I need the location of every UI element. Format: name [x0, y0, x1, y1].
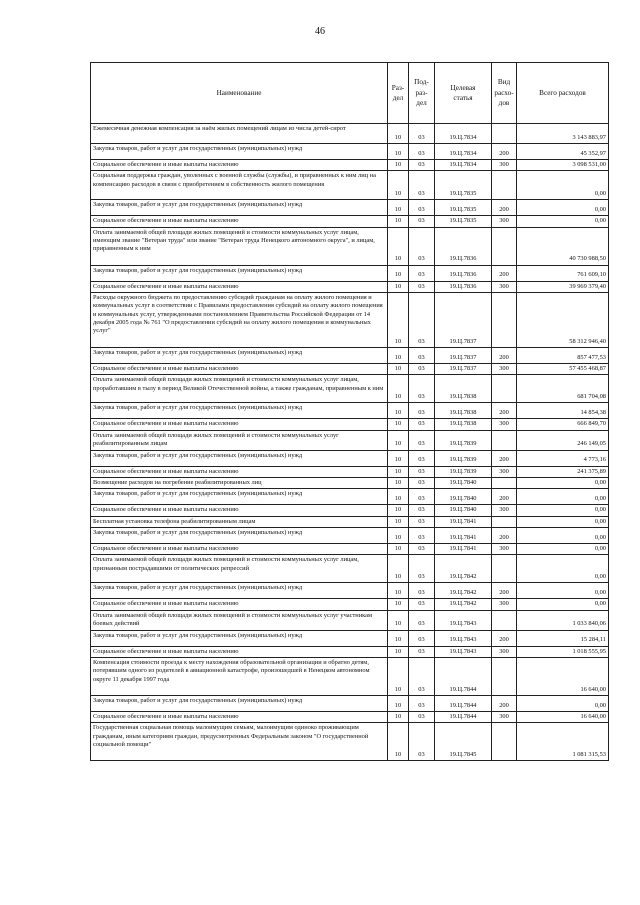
- row-razdel-cell: 10: [388, 292, 409, 347]
- row-target-item-cell: 19.Ц.7840: [435, 505, 492, 516]
- row-razdel-cell: 10: [388, 375, 409, 403]
- table-row: [91, 200, 609, 216]
- row-name-cell: Закупка товаров, работ и услуг для государственных (муниципальных) нужд: [91, 489, 388, 505]
- row-total-cell: 1 018 555,95: [517, 646, 609, 657]
- table-row: [91, 527, 609, 543]
- row-podrazdel-cell: 03: [409, 505, 435, 516]
- table-row: [91, 281, 609, 292]
- row-podrazdel-cell: 03: [409, 466, 435, 477]
- row-razdel-cell: 10: [388, 171, 409, 200]
- row-razdel-cell: 10: [388, 200, 409, 216]
- row-total-cell: 0,00: [517, 216, 609, 227]
- row-name-cell: Ежемесячная денежная компенсация за наём жилых помещений лицам из числа детей-сирот: [91, 124, 388, 144]
- row-target-item-cell: 19.Ц.7840: [435, 489, 492, 505]
- row-razdel-cell: 10: [388, 489, 409, 505]
- row-podrazdel-cell: 03: [409, 430, 435, 450]
- row-razdel-cell: 10: [388, 555, 409, 583]
- row-target-item-cell: 19.Ц.7842: [435, 555, 492, 583]
- row-expense-type-cell: 200: [492, 450, 517, 466]
- row-target-item-cell: 19.Ц.7835: [435, 200, 492, 216]
- row-expense-type-cell: 300: [492, 505, 517, 516]
- column-header-target-item: Целевая статья: [435, 63, 492, 124]
- row-expense-type-cell: 300: [492, 419, 517, 430]
- row-expense-type-cell: 200: [492, 403, 517, 419]
- row-name-cell: Оплата занимаемой общей площади жилых помещений и стоимости коммунальных услуг лицам, имеющим звание "Ветеран труда" или звание "Ветеран труда Ненецкого автономного округа", и лицам, приравненным к ним: [91, 227, 388, 265]
- row-podrazdel-cell: 03: [409, 124, 435, 144]
- table-row: [91, 711, 609, 722]
- row-expense-type-cell: 300: [492, 160, 517, 171]
- row-target-item-cell: 19.Ц.7842: [435, 599, 492, 610]
- row-target-item-cell: 19.Ц.7836: [435, 265, 492, 281]
- row-target-item-cell: 19.Ц.7835: [435, 171, 492, 200]
- table-row: [91, 144, 609, 160]
- row-razdel-cell: 10: [388, 347, 409, 363]
- row-expense-type-cell: 200: [492, 144, 517, 160]
- row-total-cell: 3 098 531,00: [517, 160, 609, 171]
- row-target-item-cell: 19.Ц.7837: [435, 292, 492, 347]
- row-total-cell: 761 609,10: [517, 265, 609, 281]
- table-row: [91, 363, 609, 374]
- row-target-item-cell: 19.Ц.7837: [435, 347, 492, 363]
- row-podrazdel-cell: 03: [409, 723, 435, 761]
- row-name-cell: Закупка товаров, работ и услуг для государственных (муниципальных) нужд: [91, 695, 388, 711]
- row-expense-type-cell: [492, 430, 517, 450]
- row-target-item-cell: 19.Ц.7835: [435, 216, 492, 227]
- row-podrazdel-cell: 03: [409, 227, 435, 265]
- row-podrazdel-cell: 03: [409, 171, 435, 200]
- row-target-item-cell: 19.Ц.7843: [435, 646, 492, 657]
- row-target-item-cell: 19.Ц.7840: [435, 477, 492, 488]
- row-razdel-cell: 10: [388, 543, 409, 554]
- row-total-cell: 0,00: [517, 543, 609, 554]
- row-razdel-cell: 10: [388, 646, 409, 657]
- row-total-cell: 0,00: [517, 200, 609, 216]
- row-razdel-cell: 10: [388, 450, 409, 466]
- row-razdel-cell: 10: [388, 630, 409, 646]
- row-razdel-cell: 10: [388, 695, 409, 711]
- row-expense-type-cell: [492, 516, 517, 527]
- row-target-item-cell: 19.Ц.7838: [435, 419, 492, 430]
- row-name-cell: Государственная социальная помощь малоимущим семьям, малоимущим одиноко проживающим гражданам, иным категориям граждан, предусмотренных Федеральным законом "О государственной социальной помощи": [91, 723, 388, 761]
- row-name-cell: Закупка товаров, работ и услуг для государственных (муниципальных) нужд: [91, 144, 388, 160]
- row-expense-type-cell: 200: [492, 489, 517, 505]
- row-podrazdel-cell: 03: [409, 555, 435, 583]
- row-total-cell: 4 773,16: [517, 450, 609, 466]
- row-expense-type-cell: 200: [492, 527, 517, 543]
- row-name-cell: Социальное обеспечение и иные выплаты населению: [91, 711, 388, 722]
- row-name-cell: Закупка товаров, работ и услуг для государственных (муниципальных) нужд: [91, 265, 388, 281]
- row-razdel-cell: 10: [388, 477, 409, 488]
- page-number: 46: [315, 26, 325, 37]
- table-row: [91, 599, 609, 610]
- row-target-item-cell: 19.Ц.7843: [435, 610, 492, 630]
- row-target-item-cell: 19.Ц.7842: [435, 583, 492, 599]
- row-expense-type-cell: 300: [492, 646, 517, 657]
- row-name-cell: Закупка товаров, работ и услуг для государственных (муниципальных) нужд: [91, 583, 388, 599]
- row-total-cell: 16 640,00: [517, 657, 609, 695]
- row-name-cell: Закупка товаров, работ и услуг для государственных (муниципальных) нужд: [91, 403, 388, 419]
- row-name-cell: Оплата занимаемой общей площади жилых помещений и стоимости коммунальных услуг лицам, проработавшим в тылу в период Великой Отечественной войны, а также гражданам, приравненным к ним: [91, 375, 388, 403]
- row-name-cell: Оплата занимаемой общей площади жилых помещений и стоимости коммунальных услуг лицам, признанным пострадавшими от политических репрессий: [91, 555, 388, 583]
- row-name-cell: Социальное обеспечение и иные выплаты населению: [91, 281, 388, 292]
- row-total-cell: 241 375,89: [517, 466, 609, 477]
- row-podrazdel-cell: 03: [409, 527, 435, 543]
- table-row: [91, 630, 609, 646]
- row-total-cell: 0,00: [517, 599, 609, 610]
- row-target-item-cell: 19.Ц.7834: [435, 124, 492, 144]
- table-row: [91, 466, 609, 477]
- column-header-podrazdel: Под- раз- дел: [409, 63, 435, 124]
- row-expense-type-cell: 300: [492, 216, 517, 227]
- row-razdel-cell: 10: [388, 723, 409, 761]
- row-expense-type-cell: [492, 657, 517, 695]
- row-podrazdel-cell: 03: [409, 160, 435, 171]
- row-podrazdel-cell: 03: [409, 419, 435, 430]
- row-total-cell: 1 081 315,53: [517, 723, 609, 761]
- table-row: [91, 646, 609, 657]
- column-header-total: Всего расходов: [517, 63, 609, 124]
- row-total-cell: 681 704,08: [517, 375, 609, 403]
- row-expense-type-cell: 200: [492, 265, 517, 281]
- row-expense-type-cell: 300: [492, 466, 517, 477]
- row-target-item-cell: 19.Ц.7837: [435, 363, 492, 374]
- table-row: [91, 657, 609, 695]
- row-target-item-cell: 19.Ц.7834: [435, 144, 492, 160]
- row-podrazdel-cell: 03: [409, 599, 435, 610]
- row-razdel-cell: 10: [388, 403, 409, 419]
- row-razdel-cell: 10: [388, 657, 409, 695]
- row-target-item-cell: 19.Ц.7838: [435, 375, 492, 403]
- row-podrazdel-cell: 03: [409, 265, 435, 281]
- row-target-item-cell: 19.Ц.7843: [435, 630, 492, 646]
- row-total-cell: 1 033 840,06: [517, 610, 609, 630]
- row-expense-type-cell: 200: [492, 347, 517, 363]
- table-row: [91, 419, 609, 430]
- row-razdel-cell: 10: [388, 505, 409, 516]
- row-target-item-cell: 19.Ц.7839: [435, 450, 492, 466]
- column-header-name: Наименование: [91, 63, 388, 124]
- table-row: [91, 124, 609, 144]
- row-total-cell: 16 640,00: [517, 711, 609, 722]
- row-expense-type-cell: 300: [492, 543, 517, 554]
- table-body: [91, 124, 609, 761]
- row-expense-type-cell: [492, 171, 517, 200]
- row-name-cell: Социальная поддержка граждан, уволенных с военной службы (службы), и приравненных к ним лиц на компенсацию расходов в связи с приобретением в собственность жилого помещения: [91, 171, 388, 200]
- row-name-cell: Компенсация стоимости проезда к месту нахождения образовательной организации и обратно детям, потерявшим одного из родителей в авиационной катастрофе, произошедшей в Ненецком автономном округе 11 декабря 1997 года: [91, 657, 388, 695]
- row-target-item-cell: 19.Ц.7836: [435, 281, 492, 292]
- row-total-cell: 0,00: [517, 583, 609, 599]
- row-name-cell: Социальное обеспечение и иные выплаты населению: [91, 419, 388, 430]
- row-podrazdel-cell: 03: [409, 489, 435, 505]
- row-total-cell: 15 284,11: [517, 630, 609, 646]
- row-razdel-cell: 10: [388, 160, 409, 171]
- table-row: [91, 216, 609, 227]
- row-name-cell: Бесплатная установка телефона реабилитированным лицам: [91, 516, 388, 527]
- row-expense-type-cell: [492, 227, 517, 265]
- row-podrazdel-cell: 03: [409, 200, 435, 216]
- row-name-cell: Закупка товаров, работ и услуг для государственных (муниципальных) нужд: [91, 200, 388, 216]
- row-name-cell: Закупка товаров, работ и услуг для государственных (муниципальных) нужд: [91, 630, 388, 646]
- row-podrazdel-cell: 03: [409, 375, 435, 403]
- row-total-cell: 0,00: [517, 489, 609, 505]
- table-row: [91, 477, 609, 488]
- row-razdel-cell: 10: [388, 144, 409, 160]
- row-name-cell: Социальное обеспечение и иные выплаты населению: [91, 646, 388, 657]
- row-name-cell: Социальное обеспечение и иные выплаты населению: [91, 505, 388, 516]
- table-row: [91, 695, 609, 711]
- row-total-cell: 57 455 468,87: [517, 363, 609, 374]
- row-expense-type-cell: [492, 555, 517, 583]
- table-row: [91, 430, 609, 450]
- row-name-cell: Социальное обеспечение и иные выплаты населению: [91, 466, 388, 477]
- row-target-item-cell: 19.Ц.7844: [435, 695, 492, 711]
- row-expense-type-cell: [492, 723, 517, 761]
- row-razdel-cell: 10: [388, 419, 409, 430]
- row-total-cell: 0,00: [517, 527, 609, 543]
- row-podrazdel-cell: 03: [409, 516, 435, 527]
- row-total-cell: 39 969 379,40: [517, 281, 609, 292]
- expenditure-table: [90, 62, 609, 761]
- row-expense-type-cell: [492, 610, 517, 630]
- row-razdel-cell: 10: [388, 466, 409, 477]
- row-total-cell: 0,00: [517, 516, 609, 527]
- row-podrazdel-cell: 03: [409, 711, 435, 722]
- row-razdel-cell: 10: [388, 711, 409, 722]
- row-name-cell: Социальное обеспечение и иные выплаты населению: [91, 599, 388, 610]
- row-name-cell: Социальное обеспечение и иные выплаты населению: [91, 160, 388, 171]
- row-podrazdel-cell: 03: [409, 583, 435, 599]
- row-target-item-cell: 19.Ц.7841: [435, 527, 492, 543]
- row-razdel-cell: 10: [388, 363, 409, 374]
- row-podrazdel-cell: 03: [409, 403, 435, 419]
- column-header-expense-type: Вид расхо- дов: [492, 63, 517, 124]
- row-podrazdel-cell: 03: [409, 477, 435, 488]
- row-name-cell: Возмещение расходов на погребение реабилитированных лиц: [91, 477, 388, 488]
- row-podrazdel-cell: 03: [409, 610, 435, 630]
- table-row: [91, 505, 609, 516]
- row-target-item-cell: 19.Ц.7845: [435, 723, 492, 761]
- table-row: [91, 375, 609, 403]
- row-name-cell: Закупка товаров, работ и услуг для государственных (муниципальных) нужд: [91, 527, 388, 543]
- row-target-item-cell: 19.Ц.7844: [435, 711, 492, 722]
- row-name-cell: Социальное обеспечение и иные выплаты населению: [91, 216, 388, 227]
- row-name-cell: Социальное обеспечение и иные выплаты населению: [91, 363, 388, 374]
- row-total-cell: 0,00: [517, 695, 609, 711]
- table-row: [91, 489, 609, 505]
- row-target-item-cell: 19.Ц.7834: [435, 160, 492, 171]
- row-total-cell: 857 477,53: [517, 347, 609, 363]
- table-header-row: [91, 63, 609, 124]
- table-row: [91, 723, 609, 761]
- row-podrazdel-cell: 03: [409, 657, 435, 695]
- row-expense-type-cell: [492, 292, 517, 347]
- row-target-item-cell: 19.Ц.7841: [435, 543, 492, 554]
- table-row: [91, 450, 609, 466]
- row-name-cell: Расходы окружного бюджета по предоставлению субсидий гражданам на оплату жилого помещения и коммунальных услуг в соответствии с Правилами предоставления субсидий на оплату жилого помещения и коммунальных услуг, утвержденными постановлением Правительства Российской Федерации от 14 декабря 2005 года № 761 "О предоставлении субсидий на оплату жилого помещения и коммунальных услуг": [91, 292, 388, 347]
- row-podrazdel-cell: 03: [409, 646, 435, 657]
- row-expense-type-cell: 300: [492, 711, 517, 722]
- row-target-item-cell: 19.Ц.7839: [435, 430, 492, 450]
- row-razdel-cell: 10: [388, 124, 409, 144]
- row-podrazdel-cell: 03: [409, 630, 435, 646]
- row-podrazdel-cell: 03: [409, 292, 435, 347]
- table-row: [91, 610, 609, 630]
- row-podrazdel-cell: 03: [409, 363, 435, 374]
- row-total-cell: 666 849,70: [517, 419, 609, 430]
- row-total-cell: 0,00: [517, 555, 609, 583]
- row-target-item-cell: 19.Ц.7839: [435, 466, 492, 477]
- row-razdel-cell: 10: [388, 527, 409, 543]
- row-expense-type-cell: 300: [492, 599, 517, 610]
- row-razdel-cell: 10: [388, 610, 409, 630]
- row-total-cell: 246 149,05: [517, 430, 609, 450]
- row-total-cell: 0,00: [517, 171, 609, 200]
- row-expense-type-cell: 200: [492, 200, 517, 216]
- row-name-cell: Закупка товаров, работ и услуг для государственных (муниципальных) нужд: [91, 450, 388, 466]
- row-total-cell: 58 312 946,40: [517, 292, 609, 347]
- row-total-cell: 0,00: [517, 477, 609, 488]
- row-expense-type-cell: 300: [492, 363, 517, 374]
- row-name-cell: Оплата занимаемой общей площади жилых помещений и стоимости коммунальных услуг реабилитированным лицам: [91, 430, 388, 450]
- row-expense-type-cell: 200: [492, 630, 517, 646]
- row-razdel-cell: 10: [388, 516, 409, 527]
- table-row: [91, 227, 609, 265]
- row-expense-type-cell: 300: [492, 281, 517, 292]
- table-row: [91, 347, 609, 363]
- row-total-cell: 3 143 883,97: [517, 124, 609, 144]
- row-podrazdel-cell: 03: [409, 144, 435, 160]
- row-expense-type-cell: [492, 477, 517, 488]
- row-podrazdel-cell: 03: [409, 281, 435, 292]
- row-target-item-cell: 19.Ц.7841: [435, 516, 492, 527]
- table-row: [91, 543, 609, 554]
- row-expense-type-cell: 200: [492, 583, 517, 599]
- table-row: [91, 171, 609, 200]
- row-total-cell: 0,00: [517, 505, 609, 516]
- row-total-cell: 14 854,38: [517, 403, 609, 419]
- row-expense-type-cell: 200: [492, 695, 517, 711]
- row-razdel-cell: 10: [388, 216, 409, 227]
- table-row: [91, 583, 609, 599]
- table-row: [91, 160, 609, 171]
- row-expense-type-cell: [492, 124, 517, 144]
- table-row: [91, 292, 609, 347]
- row-podrazdel-cell: 03: [409, 450, 435, 466]
- row-target-item-cell: 19.Ц.7838: [435, 403, 492, 419]
- row-razdel-cell: 10: [388, 599, 409, 610]
- row-name-cell: Закупка товаров, работ и услуг для государственных (муниципальных) нужд: [91, 347, 388, 363]
- row-podrazdel-cell: 03: [409, 543, 435, 554]
- table-row: [91, 265, 609, 281]
- row-razdel-cell: 10: [388, 281, 409, 292]
- row-razdel-cell: 10: [388, 430, 409, 450]
- table-row: [91, 555, 609, 583]
- row-target-item-cell: 19.Ц.7844: [435, 657, 492, 695]
- row-total-cell: 40 730 988,50: [517, 227, 609, 265]
- row-podrazdel-cell: 03: [409, 695, 435, 711]
- row-podrazdel-cell: 03: [409, 216, 435, 227]
- table-row: [91, 403, 609, 419]
- row-total-cell: 45 352,97: [517, 144, 609, 160]
- row-razdel-cell: 10: [388, 583, 409, 599]
- row-name-cell: Социальное обеспечение и иные выплаты населению: [91, 543, 388, 554]
- row-expense-type-cell: [492, 375, 517, 403]
- row-name-cell: Оплата занимаемой общей площади жилых помещений и стоимости коммунальных услуг участникам боевых действий: [91, 610, 388, 630]
- table-row: [91, 516, 609, 527]
- row-podrazdel-cell: 03: [409, 347, 435, 363]
- column-header-razdel: Раз- дел: [388, 63, 409, 124]
- row-target-item-cell: 19.Ц.7836: [435, 227, 492, 265]
- row-razdel-cell: 10: [388, 227, 409, 265]
- row-razdel-cell: 10: [388, 265, 409, 281]
